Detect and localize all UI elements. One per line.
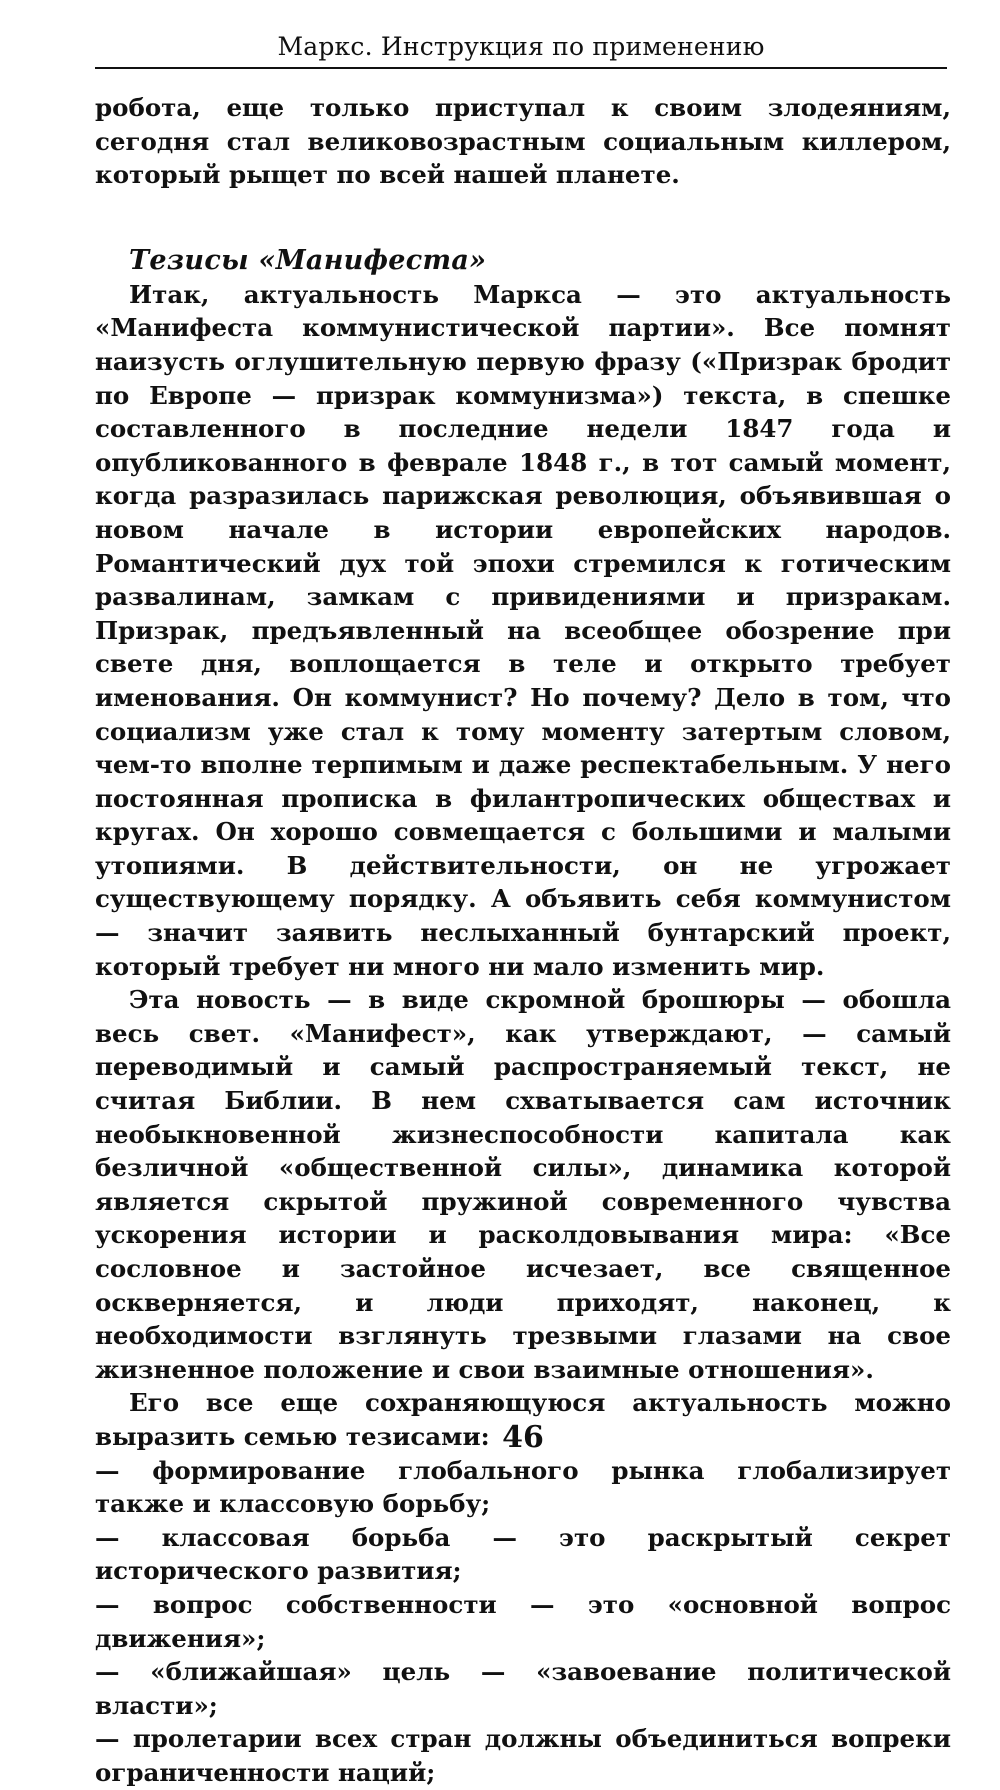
thesis-item: — пролетарии всех стран должны объединиться вопреки ограниченности наций; [95, 1724, 951, 1787]
header-rule [95, 67, 947, 69]
paragraph-1: Итак, актуальность Маркса — это актуальность «Манифеста коммунистической партии». Все помнят наизусть оглушительную первую фразу («Призрак бродит по Европе — призрак коммунизма») текста, в спешке составленного в последние недели 1847 года и опубликованного в феврале 1848 г., в тот самый момент, когда разразилась парижская революция, объявившая о новом начале в истории европейских народов. Романтический дух той эпохи стремился к готическим развалинам, замкам с привидениями и призракам. Призрак, предъявленный на всеобщее обозрение при свете дня, воплощается в теле и открыто требует именования. Он коммунист? Но почему? Дело в том, что социализм уже стал к тому моменту затертым словом, чем-то вполне терпимым и даже респектабельным. У него постоянная прописка в филантропических обществах и кругах. Он хорошо совмещается с большими и малыми утопиями. В действительности, он не угрожает существующему порядку. А объявить себя коммунистом — значит заявить неслыханный бунтарский проект, который требует ни много ни мало изменить мир. [95, 279, 951, 981]
thesis-item: — «ближайшая» цель — «завоевание политической власти»; [95, 1657, 951, 1720]
paragraph-3: Его все еще сохраняющуюся актуальность можно выразить семью тезисами: [95, 1388, 951, 1451]
body-text [95, 91, 951, 1790]
thesis-item: — формирование глобального рынка глобализирует также и классовую борьбу; [95, 1455, 951, 1519]
page-number: 46 [502, 1420, 544, 1455]
thesis-item: — классовая борьба — это раскрытый секрет исторического развития; [95, 1522, 951, 1586]
thesis-item: — вопрос собственности — это «основной вопрос движения»; [95, 1589, 951, 1653]
section-heading: Тезисы «Манифеста» [129, 244, 487, 276]
theses-list [95, 1454, 951, 1790]
paragraph-2: Эта новость — в виде скромной брошюры — обошла весь свет. «Манифест», как утверждают, — самый переводимый и самый распространяемый текст, не считая Библии. В нем схватывается сам источник необыкновенной жизнеспособности капитала как безличной «общественной силы», динамика которой является скрытой пружиной современного чувства ускорения истории и расколдовывания мира: «Все сословное и застойное исчезает, все священное оскверняется, и люди приходят, наконец, к необходимости взглянуть трезвыми глазами на свое жизненное положение и свои взаимные отношения». [95, 985, 951, 1384]
running-head: Маркс. Инструкция по применению [277, 32, 765, 61]
continuation-paragraph: робота, еще только приступал к своим злодеяниям, сегодня стал великовозрастным социальным киллером, который рыщет по всей нашей планете. [95, 93, 951, 190]
